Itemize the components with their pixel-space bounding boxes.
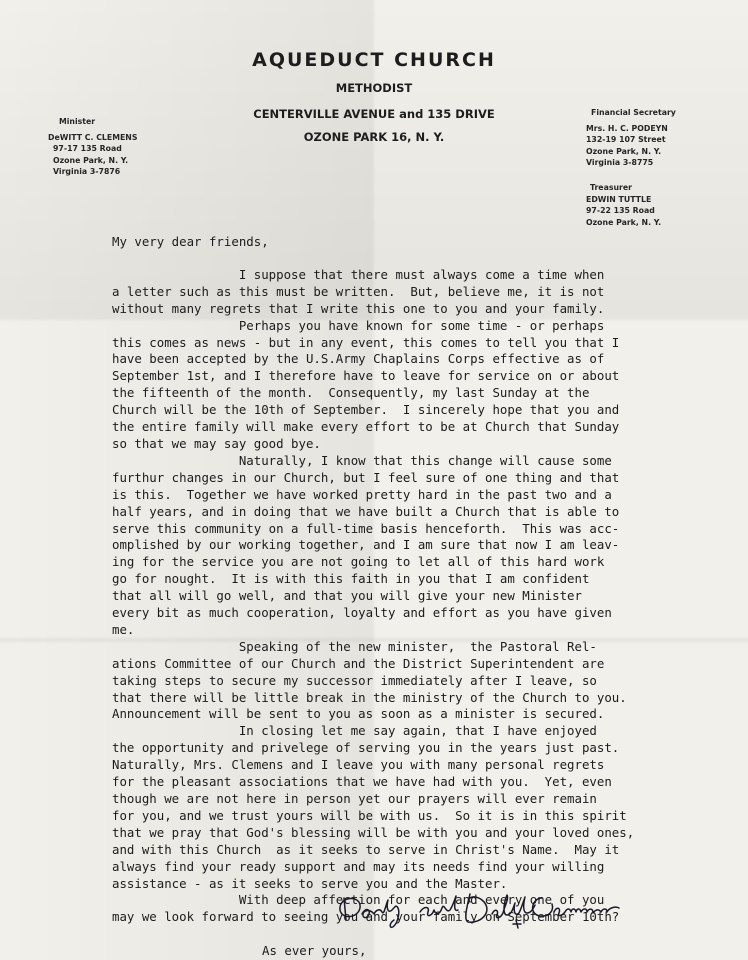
letter-line: though we are not here in person yet our prayers will ever remain <box>112 791 597 806</box>
minister-street: 97-17 135 Road <box>53 144 122 153</box>
church-address: CENTERVILLE AVENUE and 135 DRIVE <box>253 107 495 121</box>
letter-line: me. <box>112 621 135 637</box>
letter-line: Perhaps you have known for some time - or perhaps <box>112 317 605 333</box>
letter-line: Naturally, Mrs. Clemens and I leave you with many personal regrets <box>112 757 605 773</box>
letter-line: have been accepted by the U.S.Army Chaplains Corps effective as of <box>112 351 605 367</box>
minister-phone: Virginia 3-7876 <box>53 167 121 176</box>
letter-line: Announcement will be sent to you as soon as a minister is secured. <box>112 706 605 722</box>
minister-city: Ozone Park, N. Y. <box>53 155 129 165</box>
letter-line: this comes as news - but in any event, this comes to tell you that I <box>112 334 620 350</box>
letter-line: so that we may say good bye. <box>112 435 321 451</box>
letter-line: September 1st, and I therefore have to leave for service on or about <box>112 368 620 384</box>
church-denomination: METHODIST <box>335 81 413 95</box>
letter-body <box>112 234 672 960</box>
financial-secretary-city: Ozone Park, N. Y. <box>586 146 662 156</box>
letter-line: for you, and we trust yours will be with us. So it is in this spirit <box>112 807 627 823</box>
letter-line: I suppose that there must always come a time when <box>112 266 605 282</box>
treasurer-city: Ozone Park, N. Y. <box>586 217 662 227</box>
signature-scribble <box>332 880 632 938</box>
financial-secretary-heading: Financial Secretary <box>591 108 676 117</box>
letter-line: Church will be the 10th of September. I sincerely hope that you and <box>112 402 620 418</box>
financial-secretary-block <box>586 107 676 169</box>
letter-line: every bit as much cooperation, loyalty and effort as you have given <box>112 605 612 621</box>
financial-secretary-phone: Virginia 3-8775 <box>586 158 654 167</box>
letter-line: is this. Together we have worked pretty hard in the past two and a <box>112 486 612 502</box>
letter-line: serve this community on a full-time basis henceforth. This was acc- <box>112 520 620 536</box>
letter-line: half years, and in doing that we have built a Church that is able to <box>112 503 620 519</box>
letter-line: the entire family will make every effort to be at Church that Sunday <box>112 419 620 435</box>
letter-line: In closing let me say again, that I have enjoyed <box>112 723 597 739</box>
treasurer-name: EDWIN TUTTLE <box>586 194 652 204</box>
letter-line: always find your ready support and may its needs find your willing <box>112 858 605 874</box>
letter-greeting: My very dear friends, <box>112 234 269 249</box>
letter-line: without many regrets that I write this one to you and your family. <box>112 300 605 316</box>
letter-closing: As ever yours, <box>262 943 367 959</box>
treasurer-block <box>586 182 661 228</box>
letter-line: a letter such as this must be written. But, believe me, it is not <box>112 283 605 299</box>
letter-line: go for nought. It is with this faith in you that I am confident <box>112 571 590 587</box>
church-city: OZONE PARK 16, N. Y. <box>303 130 445 144</box>
handwritten-signature <box>332 880 632 938</box>
treasurer-street: 97-22 135 Road <box>586 206 655 215</box>
financial-secretary-street: 132-19 107 Street <box>586 135 666 144</box>
letter-line: Speaking of the new minister, the Pastoral Rel- <box>112 638 597 654</box>
letter-line: Naturally, I know that this change will cause some <box>112 452 612 468</box>
letter-line: that there will be little break in the ministry of the Church to you. <box>112 689 627 705</box>
letter-line: assistance - as it seeks to serve you and the Master. <box>112 875 508 891</box>
letter-lines <box>112 267 672 926</box>
letter-line: may we look forward to seeing you and your family on September 10th? <box>112 909 620 925</box>
minister-block <box>48 116 137 178</box>
financial-secretary-name: Mrs. H. C. PODEYN <box>586 123 668 133</box>
letter-line: ations Committee of our Church and the District Superintendent are <box>112 655 605 671</box>
minister-heading: Minister <box>59 117 96 126</box>
letter-line: ing for the service you are not going to let all of this hard work <box>112 554 605 570</box>
letter-line: the opportunity and privelege of serving you in the years just past. <box>112 740 620 756</box>
letter-line: that all will go well, and that you will give your new Minister <box>112 588 582 604</box>
letter-line: that we pray that God's blessing will be with you and your loved ones, <box>112 824 635 840</box>
letter-line: the fifteenth of the month. Consequently, my last Sunday at the <box>112 385 590 401</box>
letter-line: furthur changes in our Church, but I feel sure of one thing and that <box>112 469 620 485</box>
letter-line: and with this Church as it seeks to serve in Christ's Name. May it <box>112 841 620 857</box>
church-name: AQUEDUCT CHURCH <box>252 49 496 71</box>
letter-line: omplished by our working together, and I am sure that now I am leav- <box>112 537 620 553</box>
minister-name: DeWITT C. CLEMENS <box>48 132 138 142</box>
letter-line: for the pleasant associations that we have had with you. Yet, even <box>112 774 612 790</box>
treasurer-heading: Treasurer <box>590 183 633 192</box>
letter-line: With deep affection for each and every one of you <box>112 892 605 908</box>
letter-line: taking steps to secure my successor immediately after I leave, so <box>112 672 597 688</box>
